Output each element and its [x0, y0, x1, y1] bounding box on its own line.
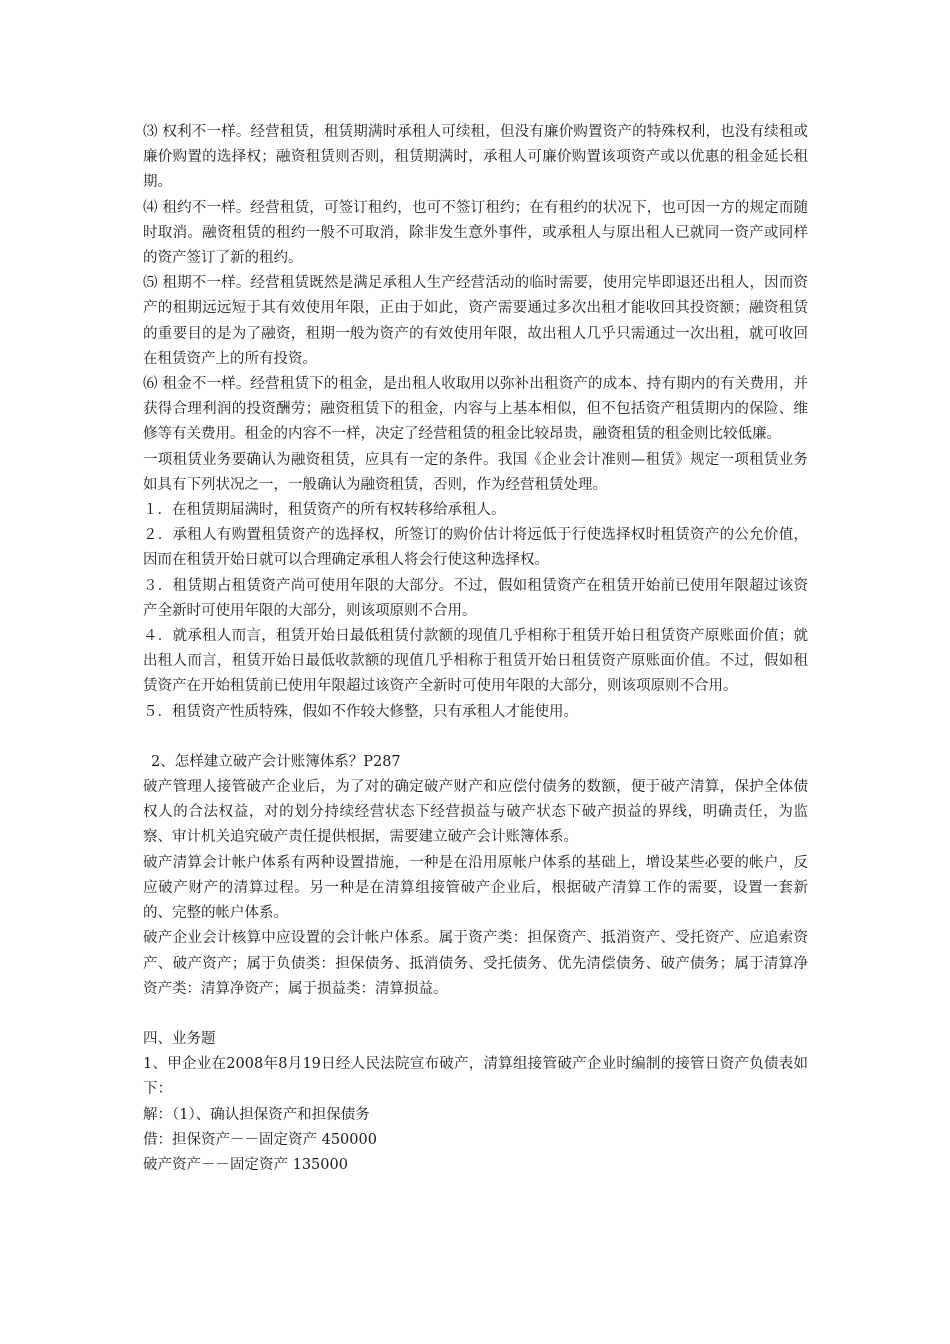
list-item-condition-1: １．在租赁期届满时，租赁资产的所有权转移给承租人。 — [143, 502, 506, 519]
paragraph-account-system-methods: 破产清算会计帐户体系有两种设置措施，一种是在沿用原帐户体系的基础上，增设某些必要的帐户，反应破产财产的清算过程。另一种是在清算组接管破产企业后，根据破产清算工作的需要，设置一套新的、完整的帐户体系。 — [143, 854, 808, 922]
list-item-condition-4: ４．就承租人而言，租赁开始日最低租赁付款额的现值几乎相称于租赁开始日租赁资产原账面价值；就出租人而言，租赁开始日最低收款额的现值几乎相称于租赁开始日租赁资产原账面价值。不过，假如租赁资产在开始租赁前已使用年限超过该资产全新时可使用年限的大部分，则该项原则不合用。 — [143, 628, 808, 695]
document-body — [143, 120, 808, 1178]
journal-entry-debit-line: 借：担保资产－－固定资产 450000 — [143, 1131, 377, 1148]
paragraph-lease-term-difference: ⑸ 租期不一样。经营租赁既然是满足承租人生产经营活动的临时需要，使用完毕即退还出租人，因而资产的租期远远短于其有效使用年限，正由于如此，资产需要通过多次出租才能收回其投资额；融资租赁的重要目的是为了融资，租期一般为资产的有效使用年限，故出租人几乎只需通过一次出租，就可收回在租赁资产上的所有投资。 — [143, 275, 808, 367]
spacer — [143, 1002, 808, 1027]
solution-step-1: 解：（1）、确认担保资产和担保债务 — [143, 1106, 370, 1123]
paragraph-account-categories: 破产企业会计核算中应设置的会计帐户体系。属于资产类：担保资产、抵消资产、受托资产、应追索资产、破产资产；属于负债类：担保债务、抵消债务、受托债务、优先清偿债务、破产债务；属于清算净资产类：清算净资产；属于损益类：清算损益。 — [143, 930, 808, 997]
paragraph-finance-lease-conditions: 一项租赁业务要确认为融资租赁，应具有一定的条件。我国《企业会计准则—租赁》规定一项租赁业务如具有下列状况之一，一般确认为融资租赁，否则，作为经营租赁处理。 — [143, 451, 808, 493]
list-item-condition-3: ３．租赁期占租赁资产尚可使用年限的大部分。不过，假如租赁资产在租赁开始前已使用年限超过该资产全新时可使用年限的大部分，则该项原则不合用。 — [143, 577, 808, 619]
section-4-heading: 四、业务题 — [143, 1030, 216, 1047]
paragraph-rights-difference: ⑶ 权利不一样。经营租赁，租赁期满时承租人可续租，但没有廉价购置资产的特殊权利，也没有续租或廉价购置的选择权；融资租赁则否则，租赁期满时，承租人可廉价购置该项资产或以优惠的租金延长租期。 — [143, 124, 808, 191]
question-2-heading: 2、怎样建立破产会计账簿体系？P287 — [151, 753, 401, 770]
paragraph-rent-difference: ⑹ 租金不一样。经营租赁下的租金，是出租人收取用以弥补出租资产的成本、持有期内的有关费用，并获得合理利润的投资酬劳；融资租赁下的租金，内容与上基本相似，但不包括资产租赁期内的保险、维修等有关费用。租金的内容不一样，决定了经营租赁的租金比较昂贵，融资租赁的租金则比较低廉。 — [143, 376, 808, 443]
paragraph-bankruptcy-books-purpose: 破产管理人接管破产企业后，为了对的确定破产财产和应偿付债务的数额，便于破产清算，保护全体债权人的合法权益，对的划分持续经营状态下经营损益与破产状态下破产损益的界线，明确责任，为监察、审计机关追究破产责任提供根据，需要建立破产会计账簿体系。 — [143, 779, 808, 846]
list-item-condition-2: ２．承租人有购置租赁资产的选择权，所签订的购价估计将远低于行使选择权时租赁资产的公允价值，因而在租赁开始日就可以合理确定承租人将会行使这种选择权。 — [143, 527, 808, 569]
spacer — [143, 725, 808, 750]
list-item-condition-5: ５．租赁资产性质特殊，假如不作较大修整，只有承租人才能使用。 — [143, 703, 578, 720]
paragraph-lease-contract-difference: ⑷ 租约不一样。经营租赁，可签订租约，也可不签订租约；在有租约的状况下，也可因一方的规定而随时取消。融资租赁的租约一般不可取消，除非发生意外事件，或承租人与原出租人已就同一资产或同样的资产签订了新的租约。 — [143, 199, 808, 267]
exercise-1-statement: 1、甲企业在2008年8月19日经人民法院宣布破产，清算组接管破产企业时编制的接管日资产负债表如下： — [143, 1056, 808, 1098]
journal-entry-line-2: 破产资产－－固定资产 135000 — [143, 1156, 348, 1173]
